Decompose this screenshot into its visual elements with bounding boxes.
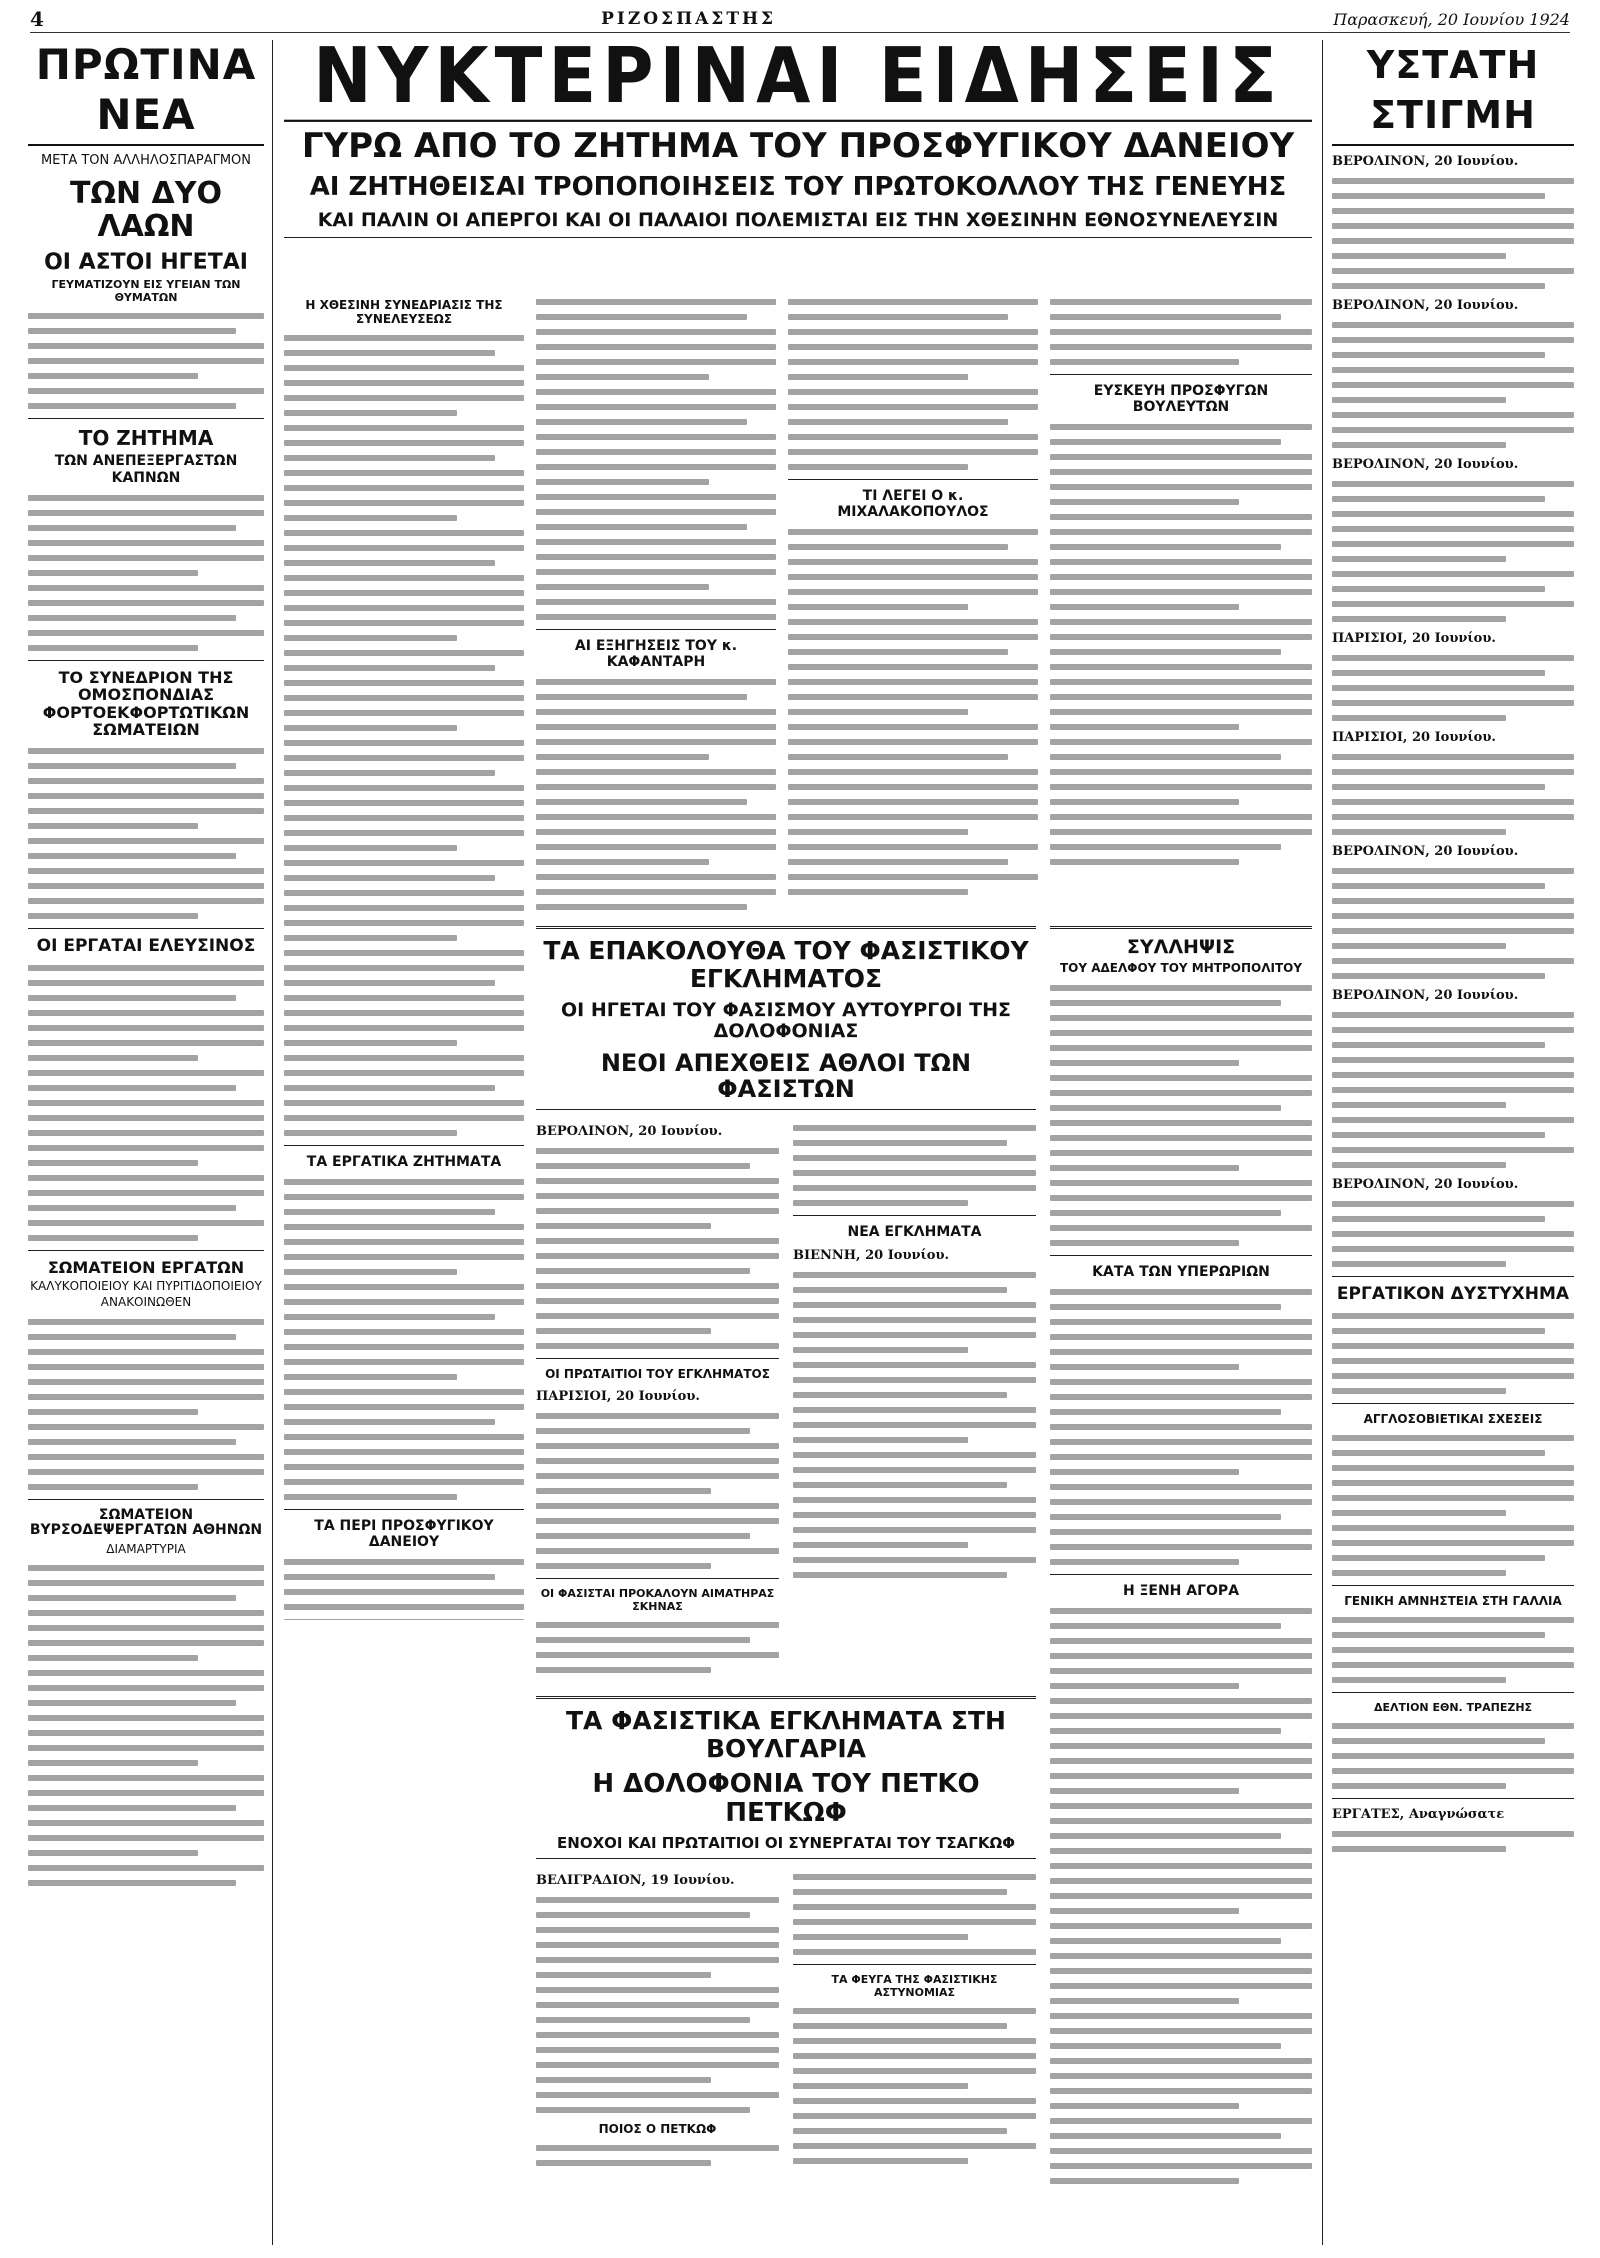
bulgaria-section [536, 1690, 1036, 2250]
main-headline: ΓΥΡΩ ΑΠΟ ΤΟ ΖΗΤΗΜΑ ΤΟΥ ΠΡΟΣΦΥΓΙΚΟΥ ΔΑΝΕΙΟΥ [301, 126, 1295, 166]
center-col-2 [536, 290, 776, 910]
section-title: ΑΓΓΛΟΣΟΒΙΕΤΙΚΑΙ ΣΧΕΣΕΙΣ [1363, 1411, 1543, 1426]
section-subtitle: ΚΑΛΥΚΟΠΟΙΕΙΟΥ ΚΑΙ ΠΥΡΙΤΙΔΟΠΟΙΕΙΟΥ [30, 1279, 262, 1294]
section-title: ΟΙ ΕΡΓΑΤΑΙ ΕΛΕΥΣΙΝΟΣ [36, 935, 256, 956]
dateline: ΒΕΡΟΛΙΝΟΝ, 20 Ιουνίου. [1332, 154, 1519, 169]
dateline: ΒΕΡΟΛΙΝΟΝ, 20 Ιουνίου. [536, 1123, 723, 1139]
section-title: ΔΕΛΤΙΟΝ ΕΘΝ. ΤΡΑΠΕΖΗΣ [1373, 1700, 1533, 1714]
text-block [1050, 1289, 1312, 1565]
headline-sub: ΟΙ ΑΣΤΟΙ ΗΓΕΤΑΙ [44, 249, 248, 275]
center-col-1 [284, 290, 524, 1620]
dateline: ΒΕΡΟΛΙΝΟΝ, 20 Ιουνίου. [1332, 457, 1519, 472]
section-title: ΤΟ ΖΗΤΗΜΑ [78, 426, 214, 451]
text-block [28, 1565, 264, 1886]
bulgaria-col-left [536, 1865, 779, 2175]
section-title: ΕΡΓΑΤΙΚΟΝ ΔΥΣΤΥΧΗΜΑ [1336, 1284, 1570, 1304]
section-title: ΣΩΜΑΤΕΙΟΝ ΒΥΡΣΟΔΕΨΕΡΓΑΤΩΝ ΑΘΗΝΩΝ [29, 1506, 263, 1539]
text-block [28, 965, 264, 1241]
section-title: Η ΞΕΝΗ ΑΓΟΡΑ [1122, 1582, 1240, 1599]
bulgaria-subheadline: Η ΔΟΛΟΦΟΝΙΑ ΤΟΥ ΠΕΤΚΟ ΠΕΤΚΩΦ [592, 1769, 980, 1828]
dateline: ΠΑΡΙΣΙΟΙ, 20 Ιουνίου. [1332, 631, 1496, 646]
fascist-col-right [793, 1116, 1036, 1680]
center-banner-area [284, 30, 1312, 244]
text-block [28, 1319, 264, 1490]
bulgaria-col-right [793, 1865, 1036, 2175]
text-block [1050, 1608, 1312, 2184]
page-header [30, 6, 1570, 33]
text-block [284, 335, 524, 1136]
section-title: ΕΥΣΚΕΥΗ ΠΡΟΣΦΥΓΩΝ ΒΟΥΛΕΥΤΩΝ [1093, 383, 1269, 415]
dateline: ΒΕΡΟΛΙΝΟΝ, 20 Ιουνίου. [1332, 1177, 1519, 1192]
text-block [1050, 985, 1312, 1246]
section-title: Η ΧΘΕΣΙΝΗ ΣΥΝΕΔΡΙΑΣΙΣ ΤΗΣ ΣΥΝΕΛΕΥΣΕΩΣ [305, 298, 503, 326]
center-banner: ΝΥΚΤΕΡΙΝΑΙ ΕΙΔΗΣΕΙΣ [284, 36, 1312, 122]
section-title: ΤΑ ΕΡΓΑΤΙΚΑ ΖΗΤΗΜΑΤΑ [306, 1154, 502, 1170]
section-title: ΤΙ ΛΕΓΕΙ Ο κ. ΜΙΧΑΛΑΚΟΠΟΥΛΟΣ [837, 488, 989, 520]
bottom-note: ΕΡΓΑΤΕΣ, Αναγνώσατε [1332, 1806, 1505, 1822]
section-title: ΟΙ ΠΡΩΤΑΙΤΙΟΙ ΤΟΥ ΕΓΚΛΗΜΑΤΟΣ [545, 1366, 770, 1381]
section-subtitle: ΔΙΑΜΑΡΤΥΡΙΑ [106, 1541, 186, 1556]
bulgaria-headline: ΤΑ ΦΑΣΙΣΤΙΚΑ ΕΓΚΛΗΜΑΤΑ ΣΤΗ ΒΟΥΛΓΑΡΙΑ [566, 1706, 1006, 1763]
section-title: ΟΙ ΦΑΣΙΣΤΑΙ ΠΡΟΚΑΛΟΥΝ ΑΙΜΑΤΗΡΑΣ ΣΚΗΝΑΣ [540, 1586, 775, 1613]
right-banner: ΥΣΤΑΤΗ ΣΤΙΓΜΗ [1332, 40, 1574, 146]
dateline: ΒΕΡΟΛΙΝΟΝ, 20 Ιουνίου. [1332, 988, 1519, 1003]
dateline: ΒΕΡΟΛΙΝΟΝ, 20 Ιουνίου. [1332, 844, 1519, 859]
column-divider [272, 40, 273, 2245]
right-column [1332, 40, 1574, 2240]
section-title: ΤΟ ΣΥΝΕΔΡΙΟΝ ΤΗΣ ΟΜΟΣΠΟΝΔΙΑΣ ΦΟΡΤΟΕΚΦΟΡΤΩΤΙΚΩΝ ΣΩΜΑΤΕΙΩΝ [42, 667, 250, 740]
page-number: 4 [30, 7, 44, 31]
section-subtitle: ΤΩΝ ΑΝΕΠΕΞΕΡΓΑΣΤΩΝ ΚΑΠΝΩΝ [54, 453, 238, 486]
text-block [536, 679, 776, 910]
section-title: ΣΩΜΑΤΕΙΟΝ ΕΡΓΑΤΩΝ [47, 1257, 245, 1277]
section-subtitle: ΑΝΑΚΟΙΝΩΘΕΝ [100, 1295, 192, 1310]
text-block [536, 299, 776, 620]
text-block [788, 529, 1038, 895]
headline-top: ΜΕΤΑ ΤΟΝ ΑΛΛΗΛΟΣΠΑΡΑΓΜΟΝ [40, 153, 252, 168]
fascist-subheadline-2: ΝΕΟΙ ΑΠΕΧΘΕΙΣ ΑΘΛΟΙ ΤΩΝ ΦΑΣΙΣΤΩΝ [600, 1048, 972, 1104]
center-col-4 [1050, 290, 1312, 910]
text-block [28, 495, 264, 651]
text-block [1050, 424, 1312, 865]
section-title: ΚΑΤΑ ΤΩΝ ΥΠΕΡΩΡΙΩΝ [1092, 1263, 1270, 1280]
issue-date: Παρασκευή, 20 Ιουνίου 1924 [1333, 9, 1570, 29]
section-title: ΝΕΑ ΕΓΚΛΗΜΑΤΑ [847, 1223, 982, 1240]
column-divider [1322, 40, 1323, 2245]
center-col-3 [788, 290, 1038, 910]
headline-main: ΤΩΝ ΔΥΟ ΛΑΩΝ [70, 175, 222, 244]
left-banner: ΠΡΩΤΙΝΑ ΝΕΑ [28, 40, 264, 146]
section-title: ΓΕΝΙΚΗ ΑΜΝΗΣΤΕΙΑ ΣΤΗ ΓΑΛΛΙΑ [1344, 1593, 1562, 1608]
section-title: ΤΑ ΦΕΥΓΑ ΤΗΣ ΦΑΣΙΣΤΙΚΗΣ ΑΣΤΥΝΟΜΙΑΣ [831, 1972, 998, 1999]
main-subheadline: ΑΙ ΖΗΤΗΘΕΙΣΑΙ ΤΡΟΠΟΠΟΙΗΣΕΙΣ ΤΟΥ ΠΡΩΤΟΚΟΛΛΟΥ ΤΗΣ ΓΕΝΕΥΗΣ [309, 172, 1287, 203]
section-title: ΤΑ ΠΕΡΙ ΠΡΟΣΦΥΓΙΚΟΥ ΔΑΝΕΙΟΥ [314, 1518, 494, 1550]
headline-sub2: ΓΕΥΜΑΤΙΖΟΥΝ ΕΙΣ ΥΓΕΙΑΝ ΤΩΝ ΘΥΜΑΤΩΝ [51, 278, 241, 304]
text-block [1050, 299, 1312, 365]
section-title: ΣΥΛΛΗΨΙΣ [1126, 936, 1236, 958]
fascist-col-left [536, 1116, 779, 1680]
dateline: ΒΙΕΝΝΗ, 20 Ιουνίου. [793, 1247, 949, 1263]
left-column [28, 40, 264, 2240]
fascist-subheadline: ΟΙ ΗΓΕΤΑΙ ΤΟΥ ΦΑΣΙΣΜΟΥ ΑΥΤΟΥΡΓΟΙ ΤΗΣ ΔΟΛΟΦΟΝΙΑΣ [560, 999, 1012, 1042]
fascist-headline: ΤΑ ΕΠΑΚΟΛΟΥΘΑ ΤΟΥ ΦΑΣΙΣΤΙΚΟΥ ΕΓΚΛΗΜΑΤΟΣ [543, 936, 1029, 993]
text-block [788, 299, 1038, 470]
text-block [28, 748, 264, 919]
dateline: ΒΕΛΙΓΡΑΔΙΟΝ, 19 Ιουνίου. [536, 1872, 735, 1888]
section-subtitle: ΤΟΥ ΑΔΕΛΦΟΥ ΤΟΥ ΜΗΤΡΟΠΟΛΙΤΟΥ [1059, 960, 1303, 975]
bulgaria-subheadline-2: ΕΝΟΧΟΙ ΚΑΙ ΠΡΩΤΑΙΤΙΟΙ ΟΙ ΣΥΝΕΡΓΑΤΑΙ ΤΟΥ ΤΣΑΓΚΩΦ [557, 1834, 1015, 1853]
main-subheadline-2: ΚΑΙ ΠΑΛΙΝ ΟΙ ΑΠΕΡΓΟΙ ΚΑΙ ΟΙ ΠΑΛΑΙΟΙ ΠΟΛΕΜΙΣΤΑΙ ΕΙΣ ΤΗΝ ΧΘΕΣΙΝΗΝ ΕΘΝΟΣΥΝΕΛΕΥΣΙΝ [317, 208, 1279, 231]
text-block [28, 313, 264, 409]
section-title: ΑΙ ΕΞΗΓΗΣΕΙΣ ΤΟΥ κ. ΚΑΦΑΝΤΑΡΗ [574, 638, 738, 670]
paper-name: ΡΙΖΟΣΠΑΣΤΗΣ [601, 9, 777, 29]
dateline: ΠΑΡΙΣΙΟΙ, 20 Ιουνίου. [536, 1388, 700, 1404]
right-center-column [1050, 920, 1312, 2250]
dateline: ΒΕΡΟΛΙΝΟΝ, 20 Ιουνίου. [1332, 298, 1519, 313]
section-title: ΠΟΙΟΣ Ο ΠΕΤΚΩΦ [598, 2121, 717, 2136]
fascist-section [536, 920, 1036, 1680]
text-block [284, 1559, 524, 1620]
dateline: ΠΑΡΙΣΙΟΙ, 20 Ιουνίου. [1332, 730, 1496, 745]
text-block [284, 1179, 524, 1500]
